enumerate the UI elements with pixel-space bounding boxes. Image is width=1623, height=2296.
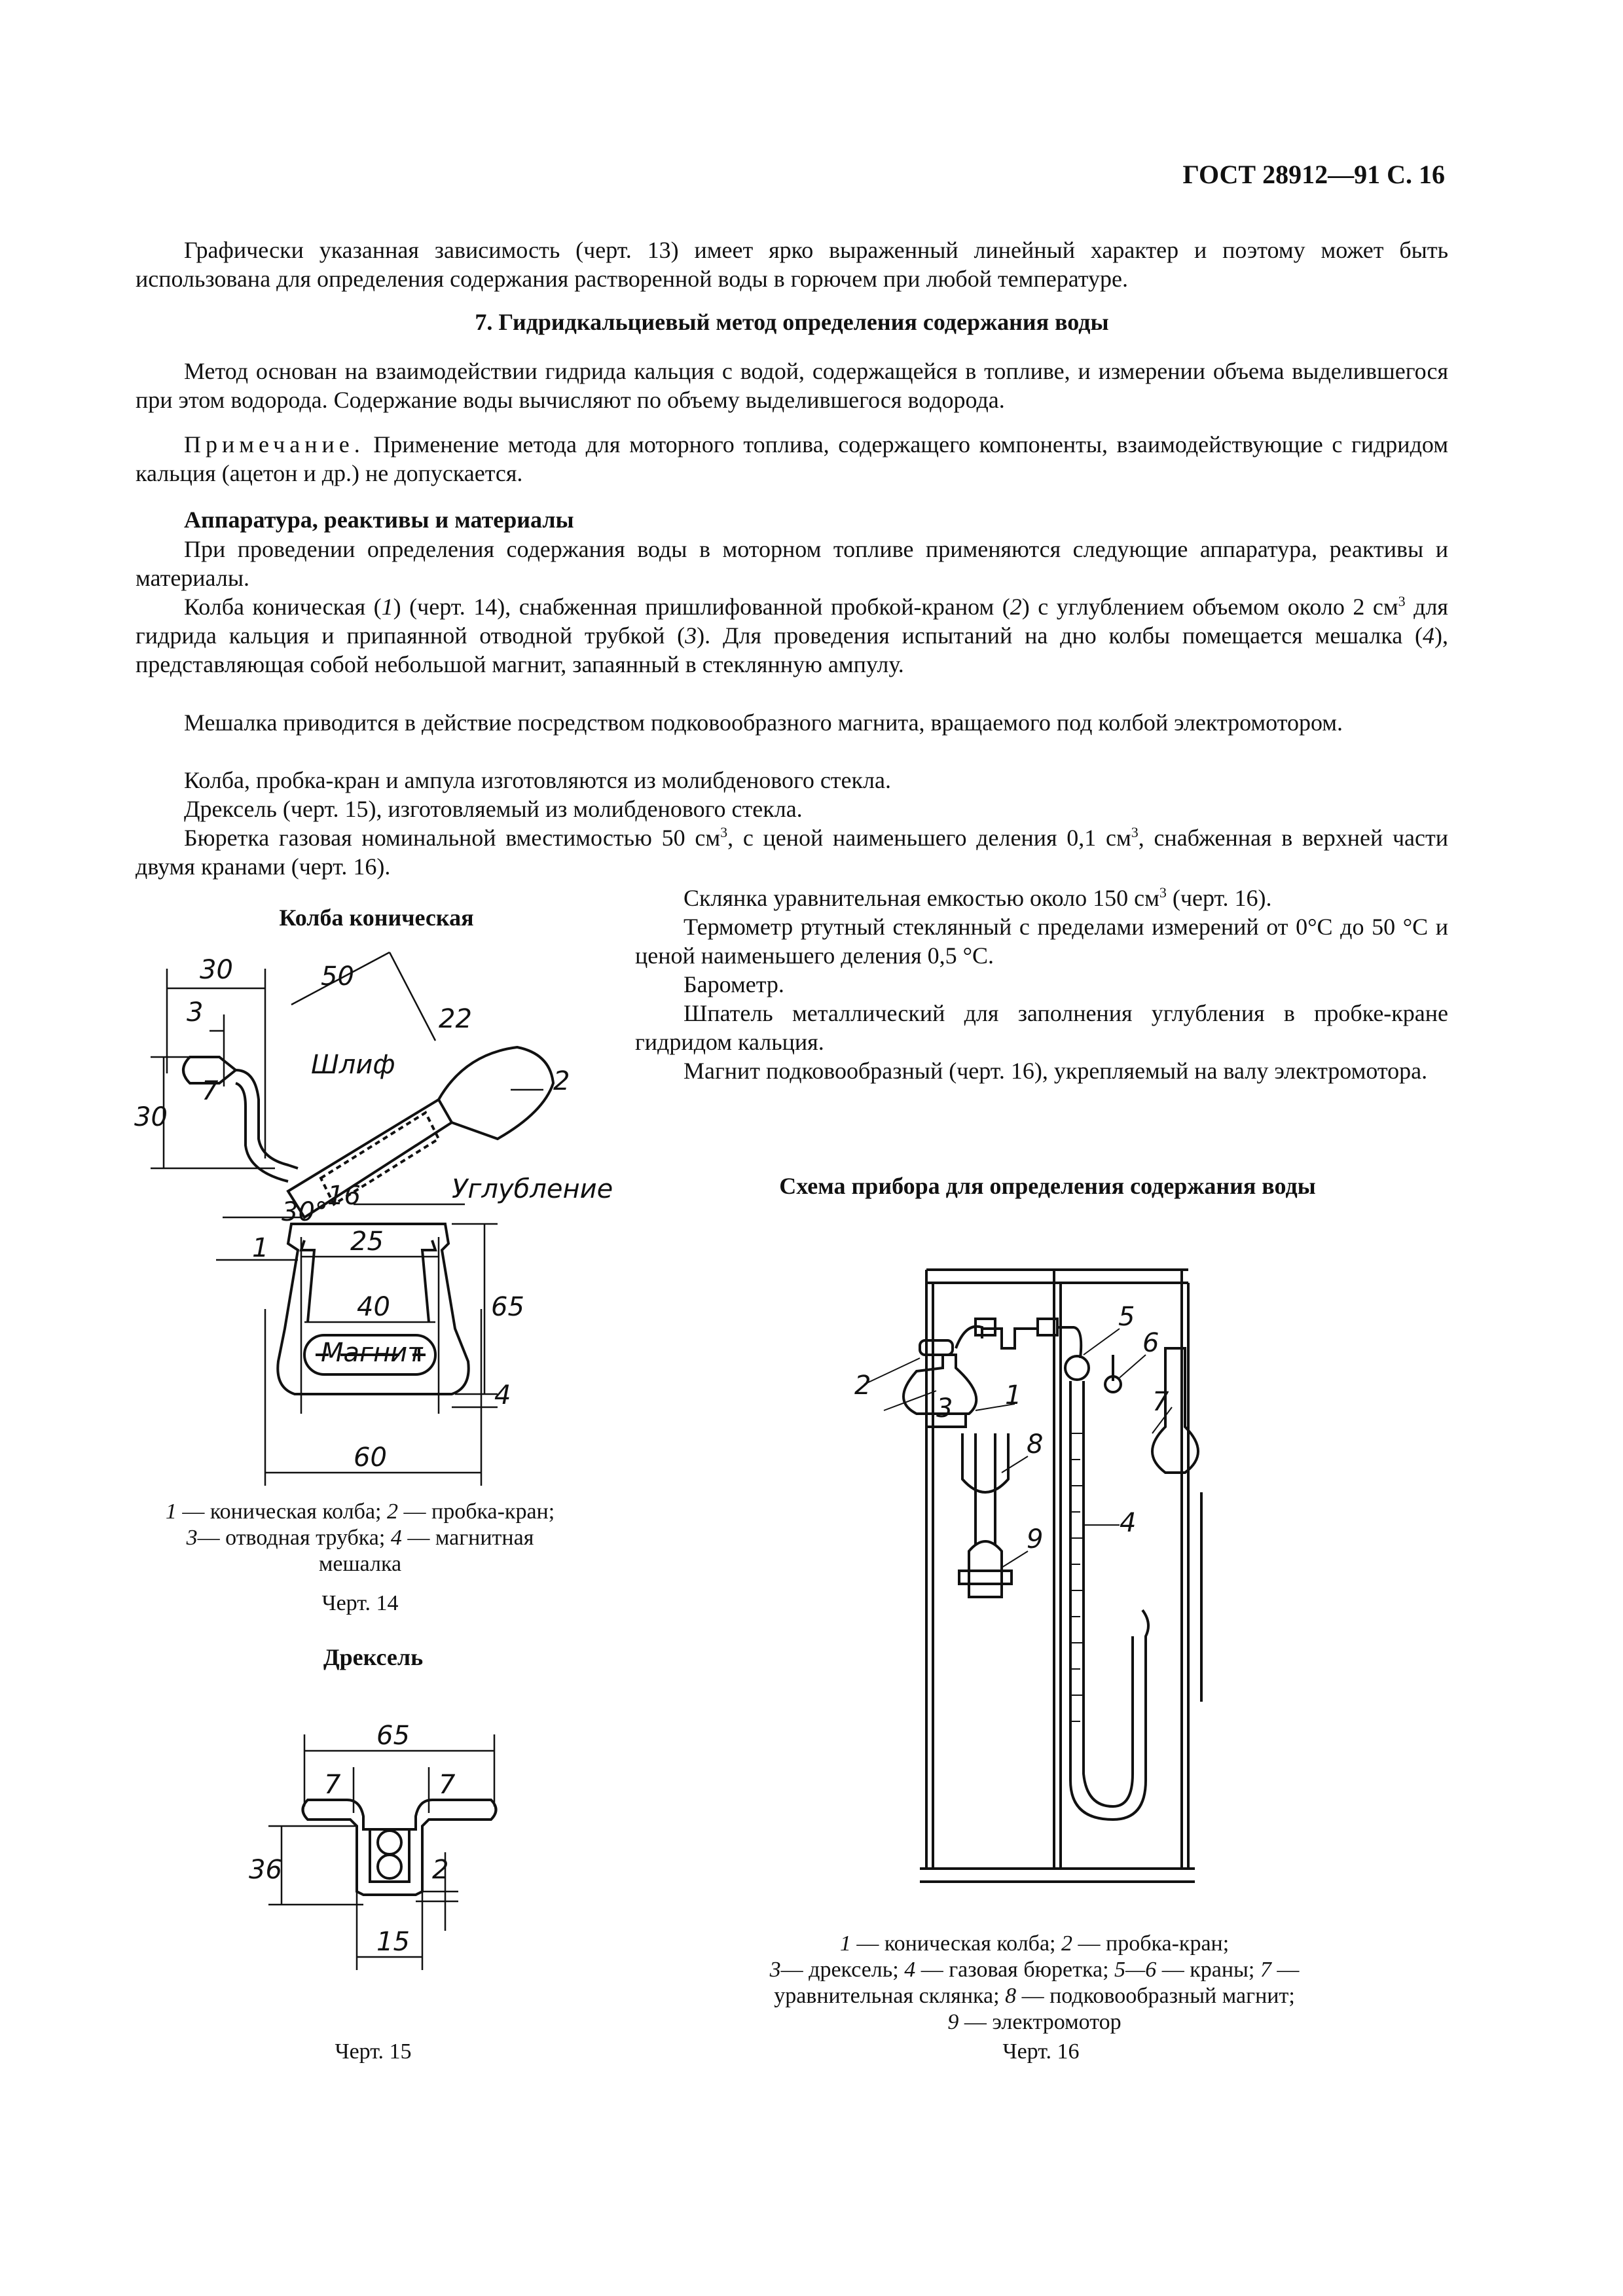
legend-text: — газовая бюретка; bbox=[915, 1958, 1115, 1982]
paragraph-burette bbox=[136, 823, 1448, 881]
num-3: 3 bbox=[936, 1393, 953, 1424]
legend-num: 5—6 bbox=[1114, 1958, 1157, 1982]
paragraph-spatula: Шпатель металлический для заполнения углубления в пробке-кране гидридом кальция. bbox=[635, 1000, 1448, 1055]
note-label: Примечание. bbox=[184, 431, 365, 457]
legend-text: — уравнительная склянка; bbox=[774, 1958, 1300, 2008]
num-7: 7 bbox=[1152, 1387, 1169, 1417]
num-4: 4 bbox=[494, 1380, 511, 1410]
dim-25: 25 bbox=[350, 1227, 384, 1257]
fig16-drawing bbox=[845, 1244, 1264, 1892]
dim-16: 16 bbox=[327, 1181, 361, 1211]
legend-text: — электромотор bbox=[958, 2010, 1122, 2034]
label-uglublenie: Углубление bbox=[452, 1174, 613, 1204]
legend-num: 2 bbox=[1061, 1931, 1073, 1956]
fig15-drawing bbox=[242, 1695, 543, 2003]
dim-15: 15 bbox=[376, 1927, 410, 1957]
dim-3: 3 bbox=[187, 997, 204, 1028]
text-run: , с ценой наименьшего деления 0,1 см bbox=[727, 825, 1131, 851]
text-run: ). Для проведения испытаний на дно колбы помещается мешалка ( bbox=[697, 622, 1423, 649]
legend-text: — коническая колба; bbox=[176, 1499, 388, 1524]
fig14-drawing bbox=[124, 942, 642, 1505]
dim-2: 2 bbox=[432, 1855, 449, 1885]
dim-65: 65 bbox=[376, 1721, 410, 1751]
legend-text: — пробка-кран; bbox=[398, 1499, 555, 1524]
fig14-legend bbox=[118, 1499, 602, 1577]
legend-text: — отводная трубка; bbox=[197, 1526, 391, 1550]
num-2: 2 bbox=[854, 1371, 871, 1401]
paragraph-intro: Графически указанная зависимость (черт. 13) имеет ярко выраженный линейный характер и поэтому может быть использована для определения содержания растворенной воды в горючем при любой температуре. bbox=[136, 237, 1448, 292]
note bbox=[136, 430, 1448, 488]
fig16-title: Схема прибора для определения содержания воды bbox=[779, 1173, 1316, 1199]
ref-number: 4 bbox=[1423, 622, 1434, 649]
legend-num: 7 bbox=[1260, 1958, 1271, 1982]
legend-text: — дрексель; bbox=[780, 1958, 905, 1982]
legend-text: — подковообразный магнит; bbox=[1016, 1984, 1295, 2008]
angle-30: 30° bbox=[282, 1197, 328, 1227]
legend-text: — краны; bbox=[1156, 1958, 1260, 1982]
paragraph-barometer: Барометр. bbox=[684, 971, 784, 997]
section-title: 7. Гидридкальциевый метод определения содержания воды bbox=[475, 309, 1109, 335]
text-run: Склянка уравнительная емкостью около 150 см bbox=[684, 885, 1159, 911]
text-run: ), представляющая собой небольшой магнит, запаянный в стеклянную ампулу. bbox=[136, 622, 1448, 677]
legend-num: 4 bbox=[904, 1958, 916, 1982]
text-run: (черт. 16). bbox=[1166, 885, 1272, 911]
num-4: 4 bbox=[1120, 1508, 1137, 1538]
legend-num: 1 bbox=[165, 1499, 177, 1524]
legend-num: 4 bbox=[390, 1526, 402, 1550]
text-run: , снабженная в верхней части двумя кранами (черт. 16). bbox=[136, 825, 1449, 880]
paragraph-flask bbox=[136, 592, 1448, 679]
num-5: 5 bbox=[1118, 1302, 1135, 1332]
num-9: 9 bbox=[1027, 1524, 1044, 1554]
subsection-title: Аппаратура, реактивы и материалы bbox=[184, 507, 574, 533]
label-shlif: Шлиф bbox=[311, 1050, 395, 1080]
num-1: 1 bbox=[1005, 1380, 1022, 1410]
fig14-label: Черт. 14 bbox=[321, 1591, 399, 1615]
text-run: для гидрида кальция и припаянной отводной трубкой ( bbox=[136, 594, 1448, 649]
paragraph-drexel: Дрексель (черт. 15), изготовляемый из молибденового стекла. bbox=[184, 796, 803, 822]
ref-number: 2 bbox=[1010, 594, 1022, 620]
dim-60: 60 bbox=[354, 1443, 387, 1473]
superscript: 3 bbox=[720, 824, 728, 840]
paragraph-vessel bbox=[635, 884, 1448, 912]
paragraph-stirrer: Мешалка приводится в действие посредством подковообразного магнита, вращаемого под колбой электромотором. bbox=[184, 709, 1343, 736]
num-8: 8 bbox=[1027, 1429, 1044, 1460]
text-run: ) (черт. 14), снабженная пришлифованной пробкой-краном ( bbox=[393, 594, 1010, 620]
num-1: 1 bbox=[252, 1233, 269, 1263]
text-run: Бюретка газовая номинальной вместимостью 50 см bbox=[184, 825, 721, 851]
paragraph-apparatus: При проведении определения содержания воды в моторном топливе применяются следующие аппаратура, реактивы и материалы. bbox=[136, 536, 1448, 591]
num-2: 2 bbox=[553, 1066, 570, 1096]
fig16-label: Черт. 16 bbox=[1002, 2039, 1080, 2064]
dim-7b: 7 bbox=[439, 1770, 456, 1800]
ref-number: 3 bbox=[685, 622, 697, 649]
page-header: ГОСТ 28912—91 С. 16 bbox=[1182, 160, 1445, 189]
legend-num: 3 bbox=[186, 1526, 198, 1550]
ref-number: 1 bbox=[381, 594, 393, 620]
dim-7a: 7 bbox=[324, 1770, 341, 1800]
paragraph-magnet: Магнит подковообразный (черт. 16), укрепляемый на валу электромотора. bbox=[684, 1058, 1428, 1084]
paragraph-glass: Колба, пробка-кран и ампула изготовляются из молибденового стекла. bbox=[184, 767, 891, 793]
superscript: 3 bbox=[1398, 593, 1406, 609]
fig14-title: Колба коническая bbox=[279, 905, 474, 931]
fig16-legend bbox=[766, 1931, 1303, 2036]
num-6: 6 bbox=[1142, 1328, 1159, 1358]
fig15-label: Черт. 15 bbox=[335, 2039, 412, 2064]
dim-30-left: 30 bbox=[134, 1102, 168, 1132]
label-magnit: Магнит bbox=[321, 1338, 423, 1368]
legend-num: 1 bbox=[839, 1931, 851, 1956]
dim-36: 36 bbox=[249, 1855, 282, 1885]
paragraph-thermometer: Термометр ртутный стеклянный с пределами измерений от 0°С до 50 °С и ценой наименьшего деления 0,5 °С. bbox=[635, 914, 1448, 969]
note-text: Применение метода для моторного топлива, содержащего компоненты, взаимодействующие с гидридом кальция (ацетон и др.) не допускается. bbox=[136, 431, 1448, 486]
legend-text: — пробка-кран; bbox=[1072, 1931, 1230, 1956]
dim-40: 40 bbox=[357, 1292, 390, 1322]
legend-text: — коническая колба; bbox=[850, 1931, 1062, 1956]
dim-22: 22 bbox=[439, 1004, 472, 1034]
paragraph-method: Метод основан на взаимодействии гидрида кальция с водой, содержащейся в топливе, и измерении объема выделившегося при этом водорода. Содержание воды вычисляют по объему выделившегося водорода. bbox=[136, 358, 1448, 413]
legend-num: 3 bbox=[769, 1958, 781, 1982]
superscript: 3 bbox=[1159, 884, 1167, 901]
legend-num: 2 bbox=[387, 1499, 399, 1524]
text-run: ) с углублением объемом около 2 см bbox=[1021, 594, 1398, 620]
legend-text: мешалка bbox=[318, 1552, 402, 1576]
fig15-title: Дрексель bbox=[323, 1644, 424, 1670]
legend-num: 8 bbox=[1005, 1984, 1017, 2008]
superscript: 3 bbox=[1131, 824, 1139, 840]
dim-65: 65 bbox=[491, 1292, 524, 1322]
text-run: Колба коническая ( bbox=[184, 594, 382, 620]
dim-7: 7 bbox=[202, 1076, 219, 1106]
dim-30-top: 30 bbox=[200, 955, 233, 985]
dim-50: 50 bbox=[321, 961, 354, 992]
legend-text: — магнитная bbox=[401, 1526, 534, 1550]
legend-num: 9 bbox=[947, 2010, 959, 2034]
